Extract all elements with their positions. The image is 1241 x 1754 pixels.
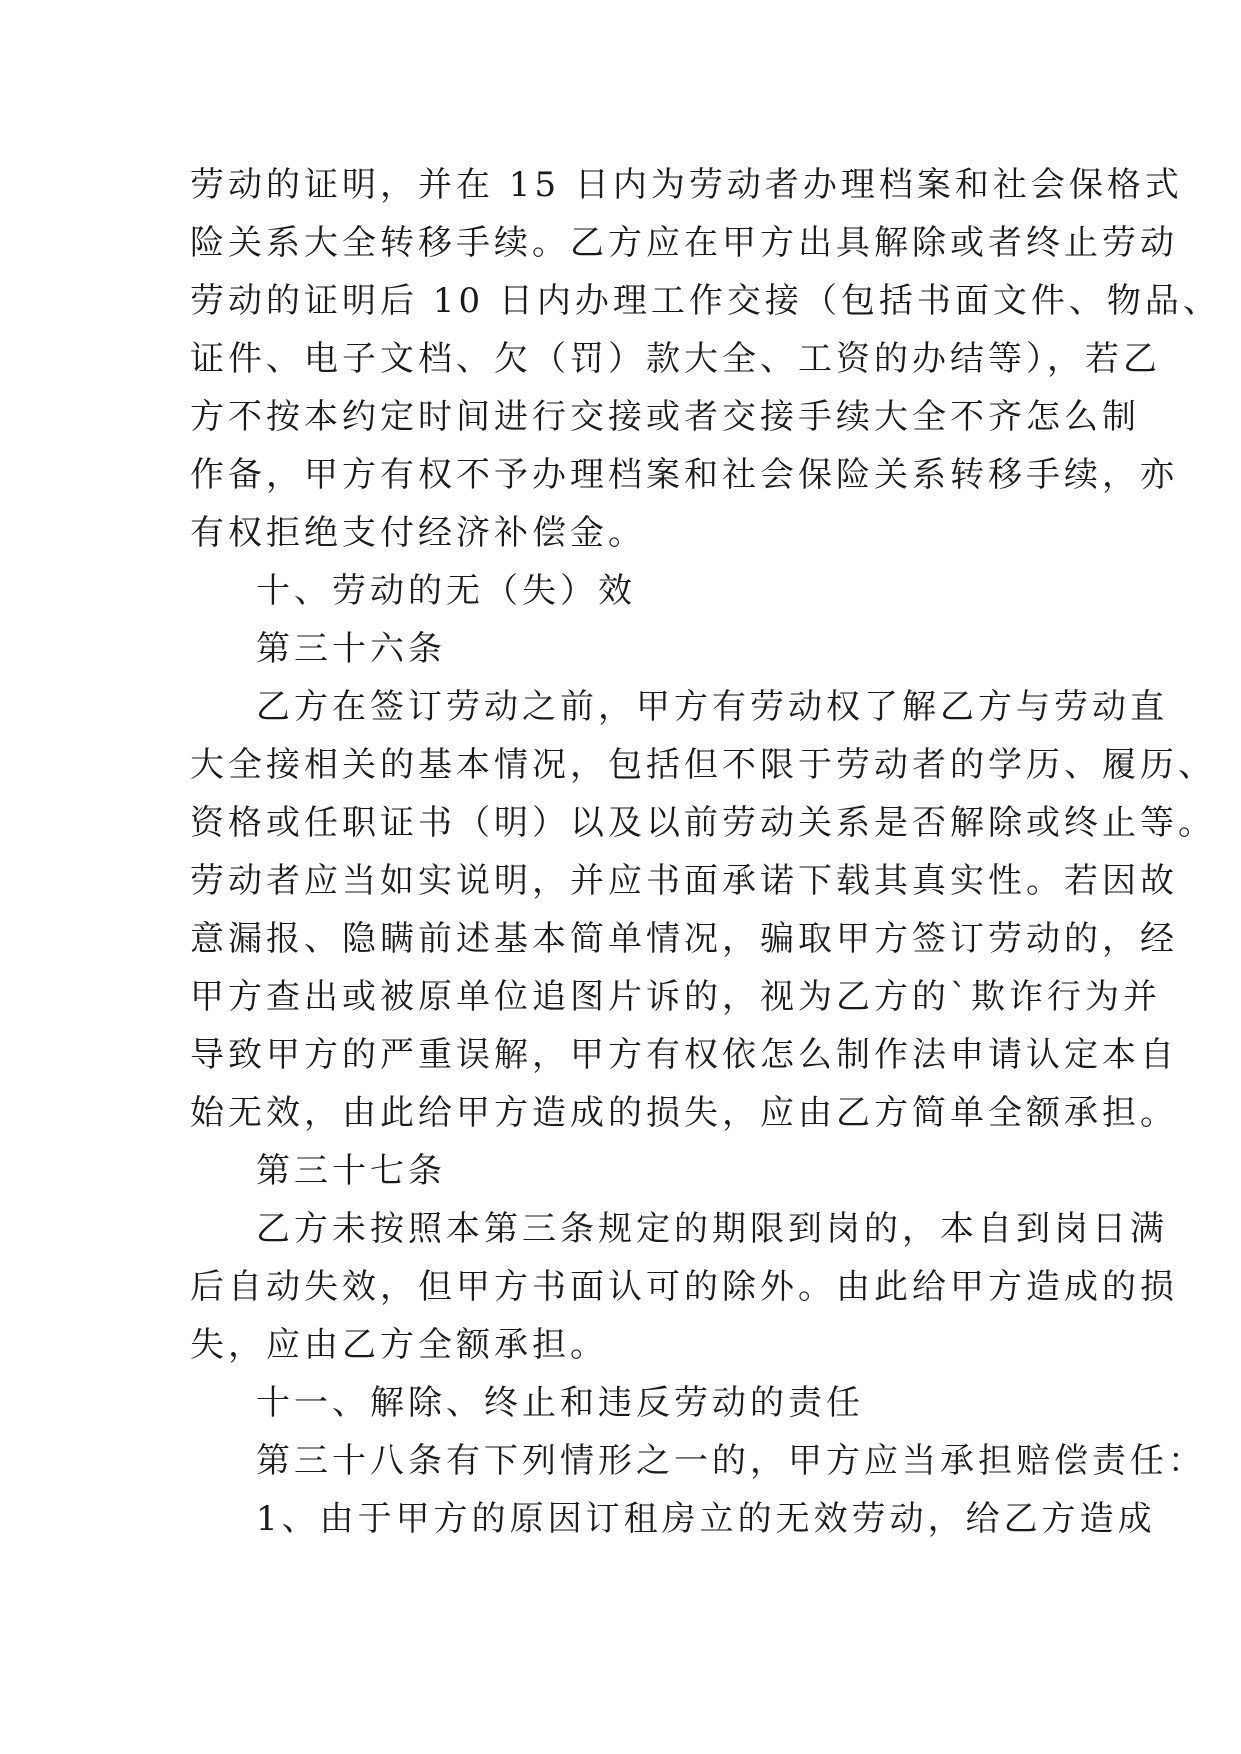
paragraph-line: 后自动失效，但甲方书面认可的除外。由此给甲方造成的损 [190, 1267, 1178, 1307]
list-item: 1、由于甲方的原因订租房立的无效劳动，给乙方造成 [256, 1499, 1156, 1539]
paragraph-line: 劳动的证明，并在 15 日内为劳动者办理档案和社会保格式 [190, 165, 1183, 205]
paragraph-line: 大全接相关的基本情况，包括但不限于劳动者的学历、履历、 [190, 745, 1216, 785]
paragraph-line: 乙方在签订劳动之前，甲方有劳动权了解乙方与劳动直 [256, 687, 1168, 727]
paragraph-line: 作备，甲方有权不予办理档案和社会保险关系转移手续，亦 [190, 455, 1178, 495]
paragraph-line: 始无效，由此给甲方造成的损失，应由乙方简单全额承担。 [190, 1093, 1178, 1133]
paragraph-line: 意漏报、隐瞒前述基本简单情况，骗取甲方签订劳动的，经 [190, 919, 1178, 959]
article-heading: 第三十七条 [256, 1151, 446, 1191]
paragraph-line: 有权拒绝支付经济补偿金。 [190, 513, 646, 553]
paragraph-line: 险关系大全转移手续。乙方应在甲方出具解除或者终止劳动 [190, 223, 1178, 263]
document-body [190, 156, 1221, 1548]
paragraph-line: 劳动者应当如实说明，并应书面承诺下载其真实性。若因故 [190, 861, 1178, 901]
paragraph-line: 劳动的证明后 10 日内办理工作交接（包括书面文件、物品、 [190, 281, 1221, 321]
paragraph-line: 甲方查出或被原单位追图片诉的，视为乙方的`欺诈行为并 [190, 977, 1161, 1017]
section-heading: 十一、解除、终止和违反劳动的责任 [256, 1383, 864, 1423]
paragraph-line: 乙方未按照本第三条规定的期限到岗的，本自到岗日满 [256, 1209, 1168, 1249]
paragraph-line: 证件、电子文档、欠（罚）款大全、工资的办结等），若乙 [190, 339, 1161, 379]
section-heading: 十、劳动的无（失）效 [256, 571, 636, 611]
paragraph-line: 失，应由乙方全额承担。 [190, 1325, 608, 1365]
article-heading: 第三十八条有下列情形之一的，甲方应当承担赔偿责任： [256, 1441, 1206, 1481]
article-heading: 第三十六条 [256, 629, 446, 669]
paragraph-line: 资格或任职证书（明）以及以前劳动关系是否解除或终止等。 [190, 803, 1216, 843]
paragraph-line: 导致甲方的严重误解，甲方有权依怎么制作法申请认定本自 [190, 1035, 1178, 1075]
paragraph-line: 方不按本约定时间进行交接或者交接手续大全不齐怎么制 [190, 397, 1140, 437]
